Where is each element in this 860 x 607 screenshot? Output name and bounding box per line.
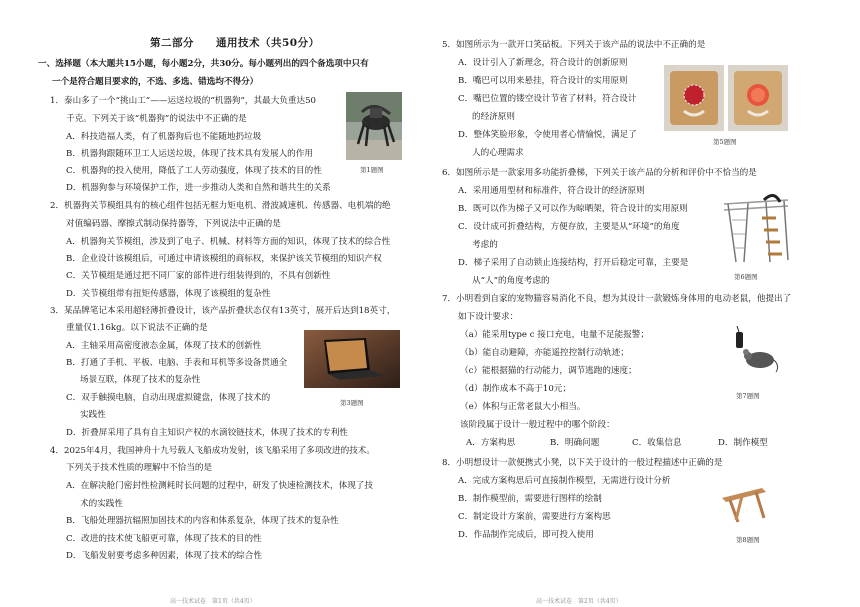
q6-option-d-cont: 从“人”的角度考虑的 xyxy=(472,276,550,286)
q5-stem: 5．如图所示为一款开口笑砧板。下列关于该产品的说法中不正确的是 xyxy=(442,40,706,50)
q1-option-b: B．机器狗跟随环卫工人运送垃圾，体现了技术具有发展人的作用 xyxy=(66,149,313,159)
q1-option-a: A．科技造福人类，有了机器狗后也不能随地扔垃圾 xyxy=(66,132,262,142)
q8-option-c: C．制定设计方案前，需要进行方案构思 xyxy=(458,512,611,522)
q6-option-b: B．既可以作为梯子又可以作为晾晒架，符合设计的实用原则 xyxy=(458,204,688,214)
q3-option-c: C．双手触摸电脑，自动出现虚拟键盘，体现了技术的 xyxy=(66,393,271,403)
q4-option-c: C．改进的技术使飞船更可靠，体现了技术的目的性 xyxy=(66,534,262,544)
q8-figure-caption: 第8题图 xyxy=(736,536,760,544)
q7-choice-d: D．制作模型 xyxy=(718,438,768,448)
q8-option-d: D．作品制作完成后，即可投入使用 xyxy=(458,530,594,540)
q5-option-a: A．设计引入了新理念，符合设计的创新原则 xyxy=(458,58,628,68)
q6-option-d: D．梯子采用了自动锁止连接结构，打开后稳定可靠，主要是 xyxy=(458,258,689,268)
q2-option-b: B．企业设计该模组后，可通过申请该模组的商标权，来保护该关节模组的知识产权 xyxy=(66,254,382,264)
q1-option-d: D．机器狗参与环境保护工作，进一步推动人类和自然和谐共生的关系 xyxy=(66,183,331,193)
q6-figure-caption: 第6题图 xyxy=(734,273,758,281)
q5-figure-caption: 第5题图 xyxy=(713,138,737,146)
folding-stool-image xyxy=(716,474,772,524)
q3-figure-caption: 第3题图 xyxy=(340,399,364,407)
q6-option-c: C．设计成可折叠结构，方便存放，主要是从“环境”的角度 xyxy=(458,222,680,232)
q4-stem-2: 下列关于技术性质的理解中不恰当的是 xyxy=(66,463,213,473)
section-title: 第二部分 通用技术（共50分） xyxy=(150,37,320,49)
instructions-line-1: 一、选择题（本大题共15小题，每小题2分，共30分。每小题列出的四个备选项中只有 xyxy=(38,59,369,69)
q3-option-c-cont: 实践性 xyxy=(80,410,106,420)
q7-choice-a: A．方案构思 xyxy=(466,438,516,448)
q7-stem-2: 如下设计要求： xyxy=(458,312,519,322)
q4-option-a: A．在解决舱门密封性检测耗时长问题的过程中，研发了快速检测技术，体现了技 xyxy=(66,481,373,491)
folding-ladder-image xyxy=(718,190,794,266)
q4-option-b: B．飞船处理器抗辐照加固技术的内容和体系复杂，体现了技术的复杂性 xyxy=(66,516,339,526)
electric-mouse-image xyxy=(728,326,782,376)
q5-option-d-cont: 人的心理需求 xyxy=(472,148,524,158)
q3-option-b: B．打通了手机、平板、电脑、手表和耳机等多设备贯通全 xyxy=(66,358,288,368)
instructions-line-2: 一个是符合题目要求的，不选、多选、错选均不得分） xyxy=(52,77,259,87)
q1-stem-1: 1．泰山多了一个“挑山工”——运送垃圾的“机器狗”，其最大负重达50 xyxy=(50,96,317,106)
q1-figure-caption: 第1题图 xyxy=(360,166,384,174)
q2-stem-1: 2．机器狗关节模组具有的核心组件包括无框力矩电机、滑波减速机、传感器、电机端的绝 xyxy=(50,201,391,211)
q3-option-d: D．折叠屏采用了具有自主知识产权的水滴铰链技术，体现了技术的专利性 xyxy=(66,428,348,438)
q3-option-b-cont: 场景互联，体现了技术的复杂性 xyxy=(80,375,201,385)
q5-option-b: B．嘴巴可以用来悬挂，符合设计的实用原则 xyxy=(458,76,628,86)
q8-stem: 8．小明想设计一款便携式小凳，以下关于设计的一般过程描述中正确的是 xyxy=(442,458,723,468)
q3-option-a: A．主轴采用高密度液态金属，体现了技术的创新性 xyxy=(66,341,262,351)
q1-option-c: C．机器狗的投入使用，降低了工人劳动强度，体现了技术的目的性 xyxy=(66,166,322,176)
right-footer: 高一技术试卷 第2页（共4页） xyxy=(536,598,622,605)
q5-option-c: C．嘴巴位置的镂空设计节省了材料，符合设计 xyxy=(458,94,637,104)
q7-choice-c: C．收集信息 xyxy=(632,438,682,448)
q2-option-d: D．关节模组带有扭矩传感器，体现了该模组的复杂性 xyxy=(66,289,271,299)
cutting-board-image-1 xyxy=(664,65,724,131)
q7-req-c: （c）能根据猫的行动能力，调节逃跑的速度； xyxy=(460,366,637,376)
cutting-board-image-2 xyxy=(728,65,788,131)
q7-req-a: （a）能采用type c 接口充电，电量不足能报警； xyxy=(460,330,649,340)
q2-option-c: C．关节模组是通过把不同厂家的部件进行组装得到的，不具有创新性 xyxy=(66,271,331,281)
q7-question: 该阶段属于设计一般过程中的哪个阶段： xyxy=(460,420,615,430)
q7-figure-caption: 第7题图 xyxy=(736,392,760,400)
q7-choice-b: B．明确问题 xyxy=(550,438,600,448)
laptop-image xyxy=(304,330,400,388)
q8-option-a: A．完成方案构思后可直接制作模型，无需进行设计分析 xyxy=(458,476,671,486)
q6-option-c-cont: 考虑的 xyxy=(472,240,498,250)
left-footer: 高一技术试卷 第1页（共4页） xyxy=(170,598,256,605)
q4-option-d: D．飞船发射要考虑多种因素，体现了技术的综合性 xyxy=(66,551,262,561)
q1-stem-2: 千克。下列关于该“机器狗”的说法中不正确的是 xyxy=(66,114,247,124)
q8-option-b: B．制作模型前，需要进行图样的绘制 xyxy=(458,494,602,504)
q2-option-a: A．机器狗关节模组，涉及到了电子、机械、材料等方面的知识，体现了技术的综合性 xyxy=(66,237,391,247)
q5-option-d: D．整体笑脸形象，令使用者心情愉悦，满足了 xyxy=(458,130,637,140)
q7-stem-1: 7．小明看到自家的宠物猫容易消化不良，想为其设计一款锻炼身体用的电动老鼠，他提出了 xyxy=(442,294,792,304)
q6-option-a: A．采用通用型材和标准件，符合设计的经济原则 xyxy=(458,186,645,196)
q7-req-e: （e）体积与正常老鼠大小相当。 xyxy=(460,402,586,412)
robot-dog-image xyxy=(346,92,402,160)
q7-req-b: （b）能自动避障，亦能遥控控制行动轨迹； xyxy=(460,348,629,358)
q3-stem-1: 3．某品牌笔记本采用超轻薄折叠设计，该产品折叠状态仅有13英寸，展开后达到18英寸， xyxy=(50,306,396,316)
q2-stem-2: 对值编码器、摩擦式制动保持器等，下列说法中正确的是 xyxy=(66,219,281,229)
q6-stem: 6．如图所示是一款家用多功能折叠梯，下列关于该产品的分析和评价中不恰当的是 xyxy=(442,168,757,178)
q4-stem-1: 4．2025年4月，我国神舟十九号载人飞船成功发射，该飞船采用了多项改进的技术。 xyxy=(50,446,375,456)
q5-option-c-cont: 的经济原则 xyxy=(472,112,515,122)
q3-stem-2: 重量仅1.16kg。以下说法不正确的是 xyxy=(66,323,208,333)
q7-req-d: （d）制作成本不高于10元； xyxy=(460,384,571,394)
q4-option-a-cont: 术的实践性 xyxy=(80,499,123,509)
